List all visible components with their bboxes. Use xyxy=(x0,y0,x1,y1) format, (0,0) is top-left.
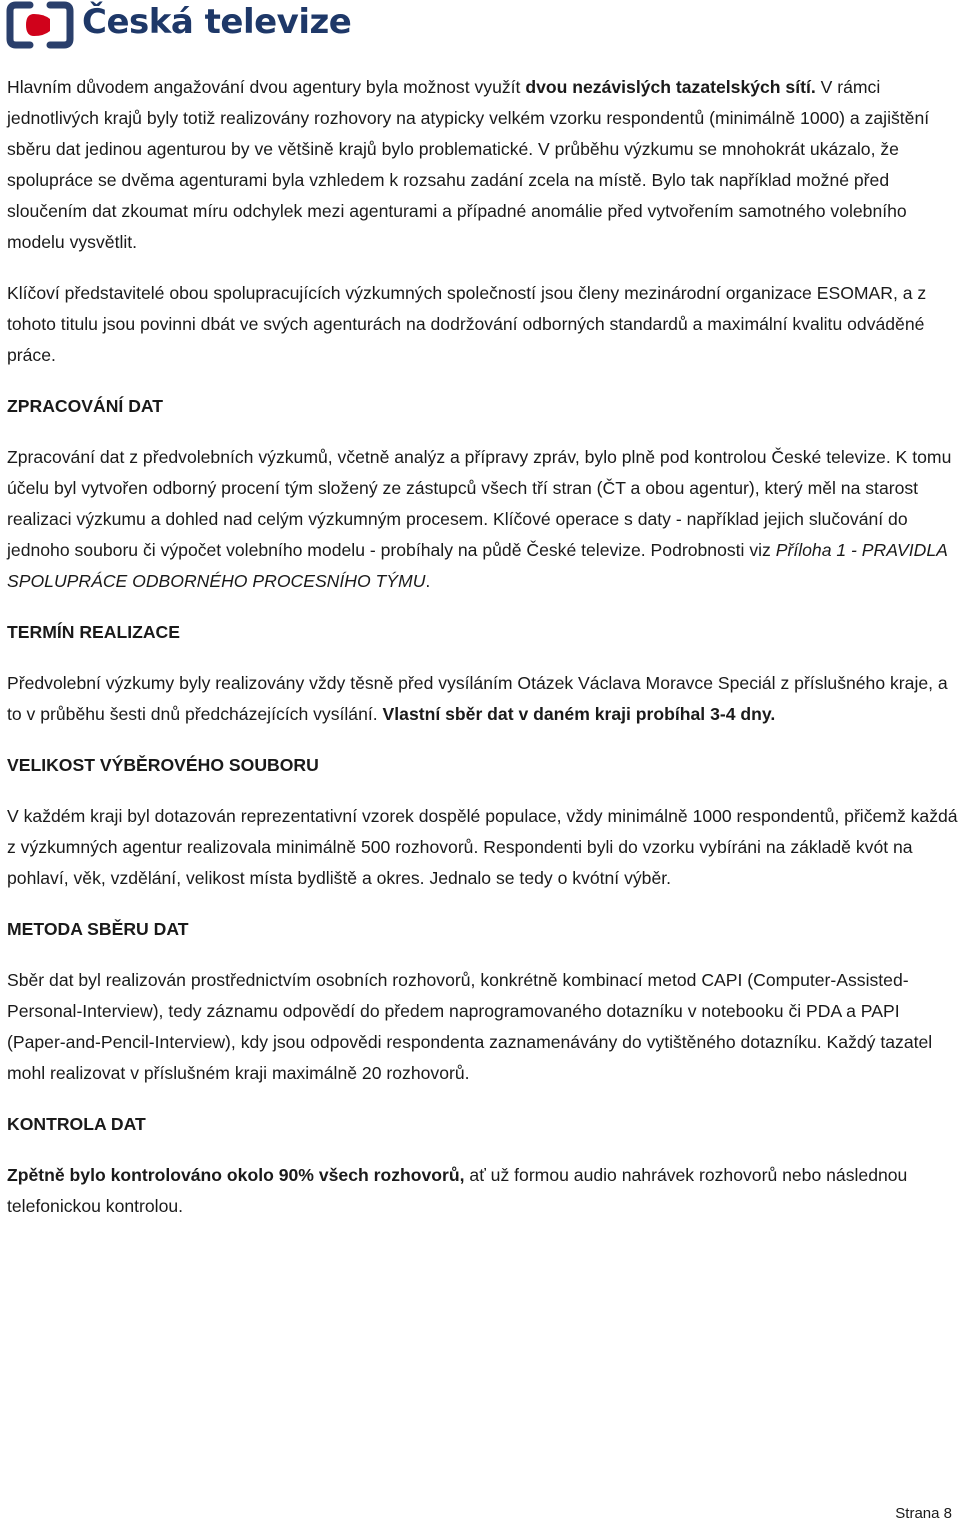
kontrola-bold: Zpětně bylo kontrolováno okolo 90% všech rozhovorů, xyxy=(7,1165,465,1185)
intro-text-2: V rámci jednotlivých krajů byly totiž realizovány rozhovory na atypicky velkém vzorku respondentů (minimálně 1000) a zajištění sběru dat jedinou agenturou by ve většině krajů bylo problematické. V průběhu výzkumu se mnohokrát ukázalo, že spolupráce se dvěma agenturami byla vzhledem k rozsahu zadání zcela na místě. xyxy=(7,77,930,190)
zpracovani-text: Zpracování dat z předvolebních výzkumů, včetně analýz a přípravy zpráv, bylo plně pod kontrolou České televize. K tomu účelu byl vytvořen odborný procení tým složený ze zástupců všech tří stran (ČT a obou agentur), který měl na starost realizaci výzkumu a dohled nad celým výzkumným procesem. Klíčové operace s daty - například jejich slučování do jednoho souboru či výpočet volebního modelu - probíhaly na půdě České televize. Podrobnosti viz xyxy=(7,447,952,560)
intro-text-3: Bylo tak například možné před sloučením dat zkoumat míru odchylek mezi agenturami a případné anomálie před vytvořením samotného volebního modelu vysvětlit. xyxy=(7,170,907,252)
kontrola-paragraph xyxy=(7,1160,959,1222)
metoda-paragraph: Sběr dat byl realizován prostřednictvím osobních rozhovorů, konkrétně kombinací metod CAPI (Computer-Assisted-Personal-Interview), tedy záznamu odpovědí do předem naprogramovaného dotazníku v notebooku či PDA a PAPI (Paper-and-Pencil-Interview), kdy jsou odpovědi respondenta zaznamenávány do vytištěného dotazníku. Každý tazatel mohl realizovat v příslušném kraji maximálně 20 rozhovorů. xyxy=(7,970,933,1083)
intro-text: Hlavním důvodem angažování dvou agentury byla možnost využít xyxy=(7,77,526,97)
kontrola-text: ať už formou audio nahrávek rozhovorů nebo následnou telefonickou kontrolou. xyxy=(7,1165,908,1216)
intro-paragraph xyxy=(7,72,959,258)
document-body xyxy=(7,72,959,1242)
zpracovani-paragraph xyxy=(7,442,959,597)
page-header xyxy=(6,0,351,50)
page-number: Strana 8 xyxy=(895,1505,952,1522)
ct-logo-icon xyxy=(6,1,74,49)
heading-velikost: VELIKOST VÝBĚROVÉHO SOUBORU xyxy=(7,755,319,775)
logo-text: Česká televize xyxy=(82,2,352,42)
termin-paragraph xyxy=(7,668,959,730)
heading-zpracovani: ZPRACOVÁNÍ DAT xyxy=(7,396,164,416)
velikost-paragraph: V každém kraji byl dotazován reprezentativní vzorek dospělé populace, vždy minimálně 1000 respondentů, přičemž každá z výzkumných agentur realizovala minimálně 500 rozhovorů. Respondenti byli do vzorku vybíráni na základě kvót na pohlaví, věk, vzdělání, velikost místa bydliště a okres. Jednalo se tedy o kvótní výběr. xyxy=(7,806,958,888)
termin-text: Předvolební výzkumy byly realizovány vždy těsně před vysíláním Otázek Václava Moravce Speciál z příslušného kraje, a to v průběhu šesti dnů předcházejících vysílání. xyxy=(7,673,948,724)
termin-bold: Vlastní sběr dat v daném kraji probíhal 3-4 dny. xyxy=(382,704,776,724)
heading-metoda: METODA SBĚRU DAT xyxy=(7,919,189,939)
heading-termin: TERMÍN REALIZACE xyxy=(7,622,180,642)
zpracovani-appendix-ref: Příloha 1 - PRAVIDLA SPOLUPRÁCE ODBORNÉHO PROCESNÍHO TÝMU xyxy=(7,540,948,591)
zpracovani-text-end: . xyxy=(425,571,431,591)
intro-bold: dvou nezávislých tazatelských sítí. xyxy=(525,77,816,97)
heading-kontrola: KONTROLA DAT xyxy=(7,1114,146,1134)
esomar-paragraph: Klíčoví představitelé obou spolupracujících výzkumných společností jsou členy mezinárodní organizace ESOMAR, a z tohoto titulu jsou povinni dbát ve svých agenturách na dodržování odborných standardů a maximální kvalitu odváděné práce. xyxy=(7,283,927,365)
